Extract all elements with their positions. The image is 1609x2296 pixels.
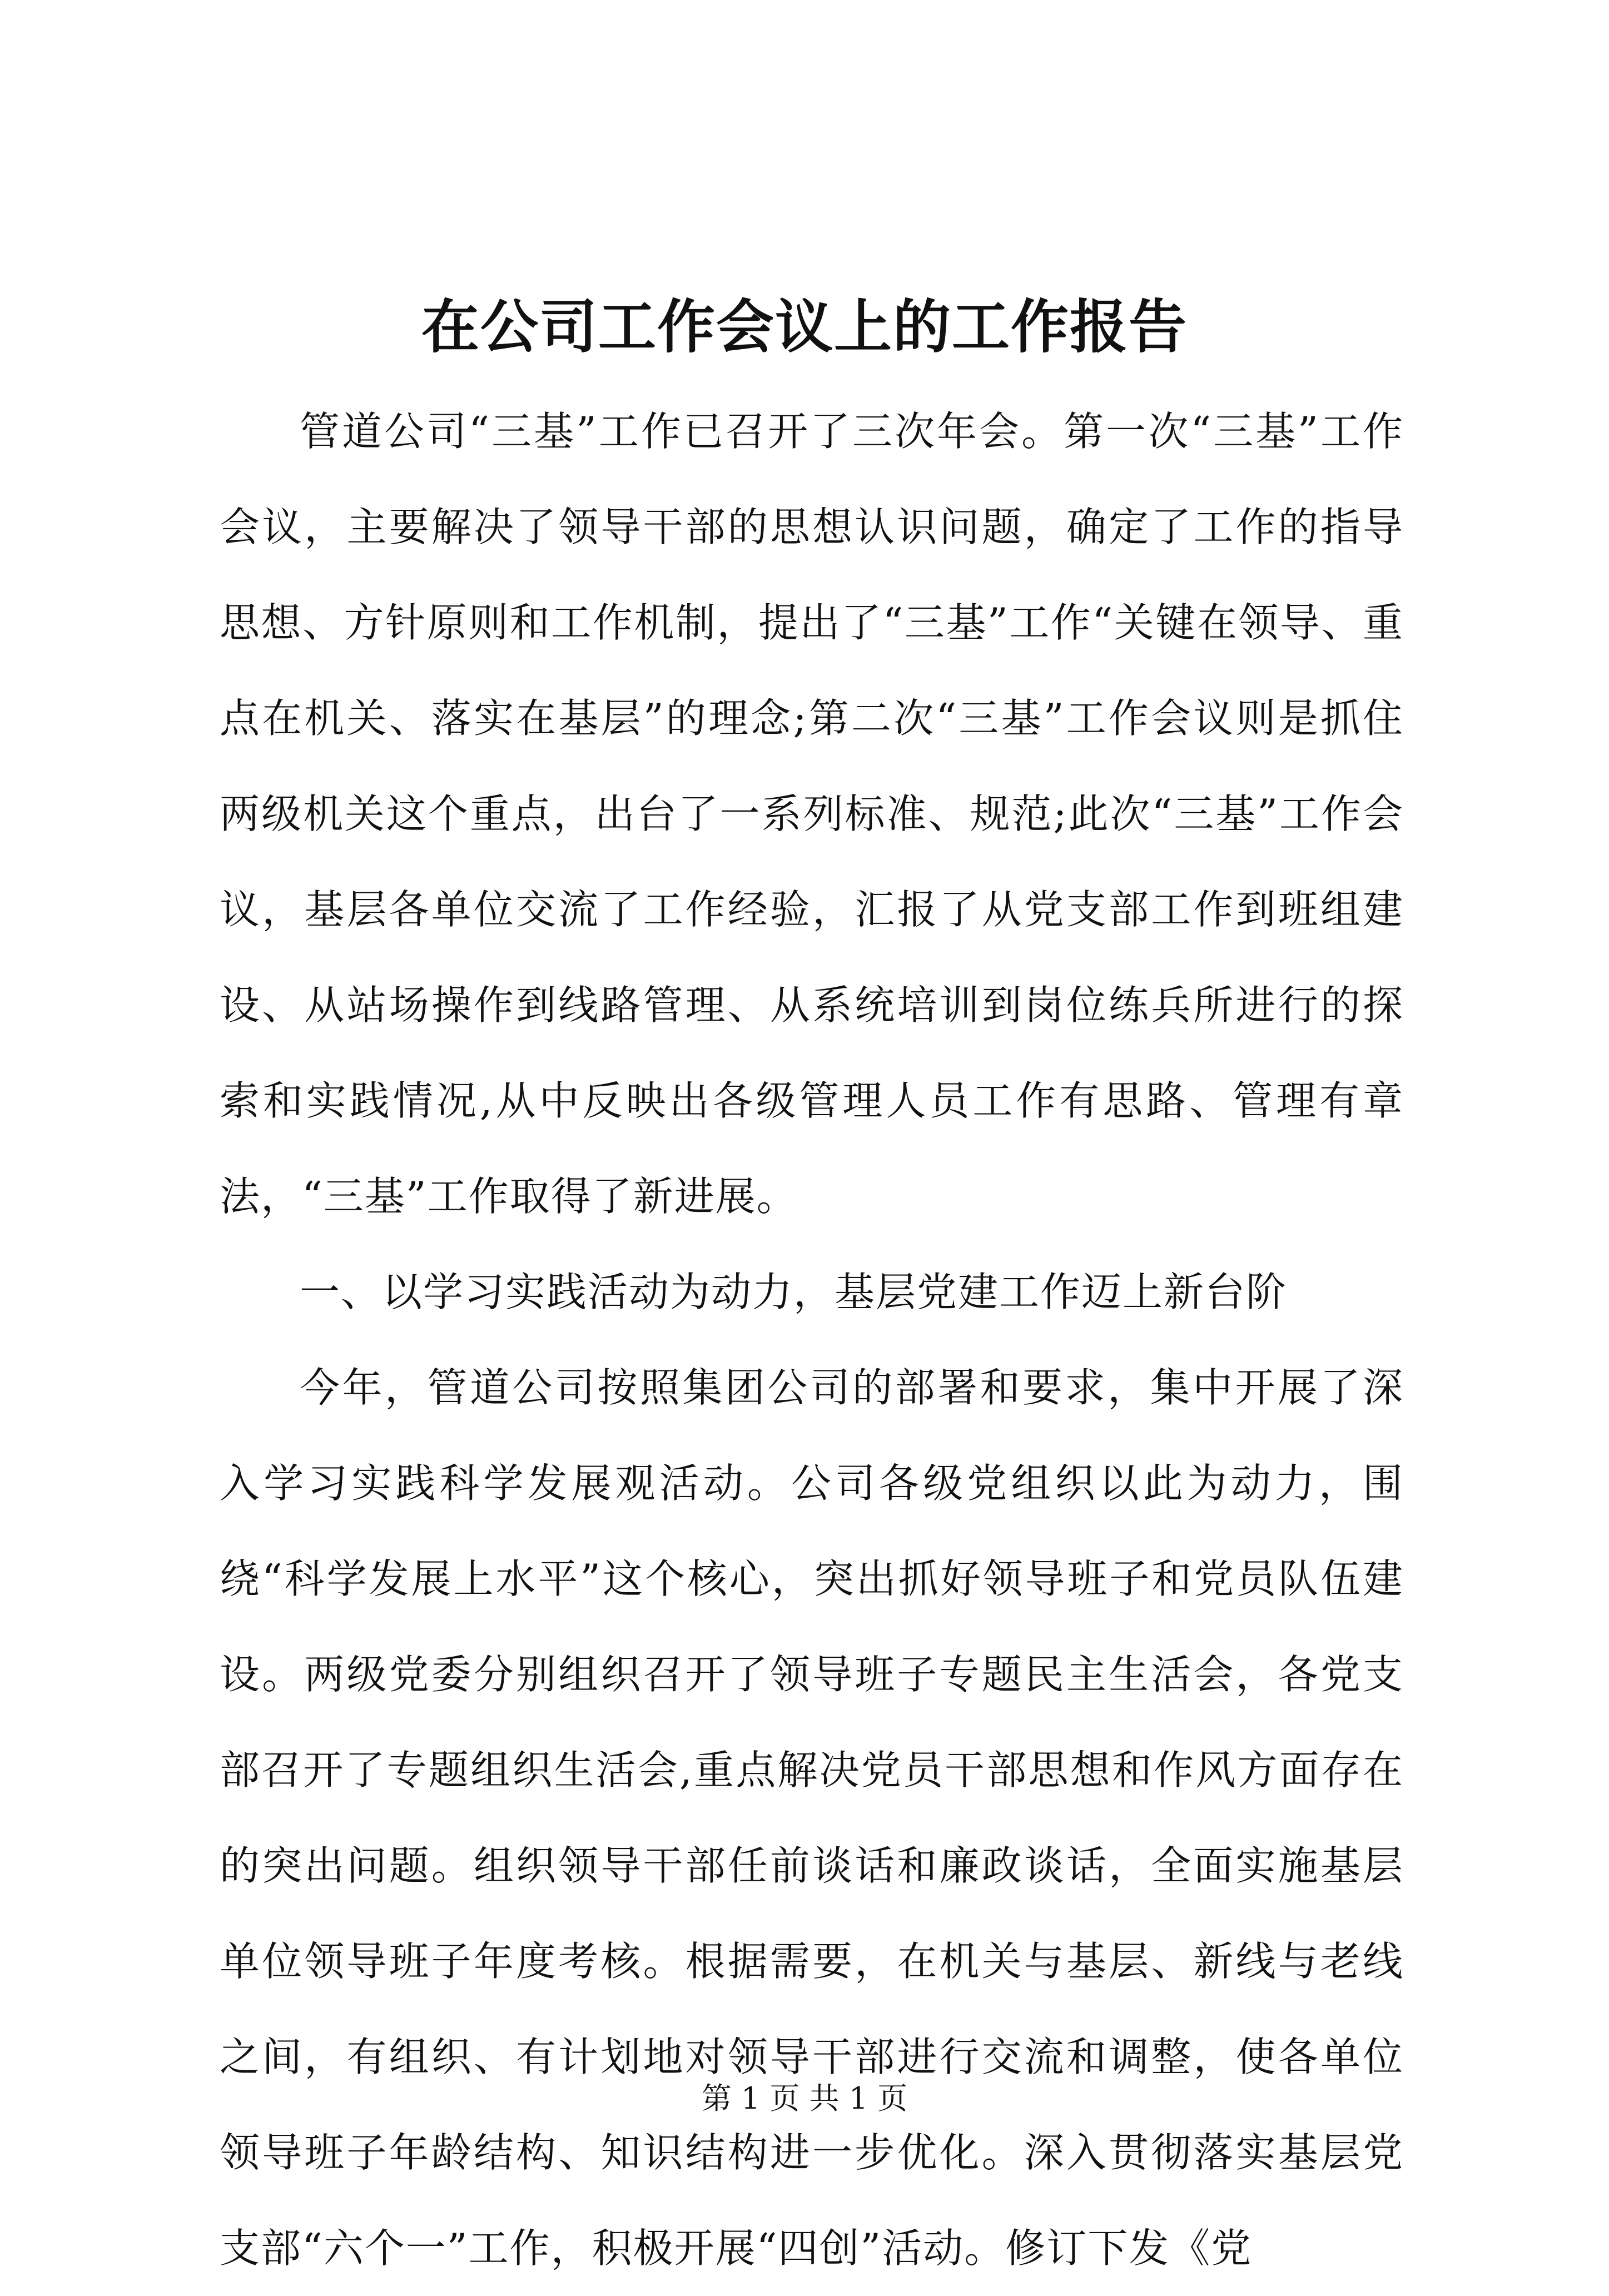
document-body (220, 384, 1404, 2296)
section-heading-1: 一、以学习实践活动为动力，基层党建工作迈上新台阶 (300, 1269, 1288, 1315)
page-footer: 第 1 页 共 1 页 (701, 2081, 908, 2116)
paragraph-section-1: 今年，管道公司按照集团公司的部署和要求，集中开展了深入学习实践科学发展观活动。公司各级党组织以此为动力，围绕“科学发展上水平”这个核心，突出抓好领导班子和党员队伍建设。两级党委分别组织召开了领导班子专题民主生活会，各党支部召开了专题组织生活会,重点解决党员干部思想和作风方面存在的突出问题。组织领导干部任前谈话和廉政谈话，全面实施基层单位领导班子年度考核。根据需要，在机关与基层、新线与老线之间，有组织、有计划地对领导干部进行交流和调整，使各单位领导班子年龄结构、知识结构进一步优化。深入贯彻落实基层党支部“六个一”工作，积极开展“四创”活动。修订下发《党 (220, 1364, 1404, 2272)
paragraph-intro: 管道公司“三基”工作已召开了三次年会。第一次“三基”工作会议，主要解决了领导干部的思想认识问题，确定了工作的指导思想、方针原则和工作机制，提出了“三基”工作“关键在领导、重点在机关、落实在基层”的理念;第二次“三基”工作会议则是抓住两级机关这个重点，出台了一系列标准、规范;此次“三基”工作会议，基层各单位交流了工作经验，汇报了从党支部工作到班组建设、从站场操作到线路管理、从系统培训到岗位练兵所进行的探索和实践情况,从中反映出各级管理人员工作有思路、管理有章法，“三基”工作取得了新进展。 (220, 408, 1404, 1220)
document-title: 在公司工作会议上的工作报告 (421, 292, 1188, 361)
